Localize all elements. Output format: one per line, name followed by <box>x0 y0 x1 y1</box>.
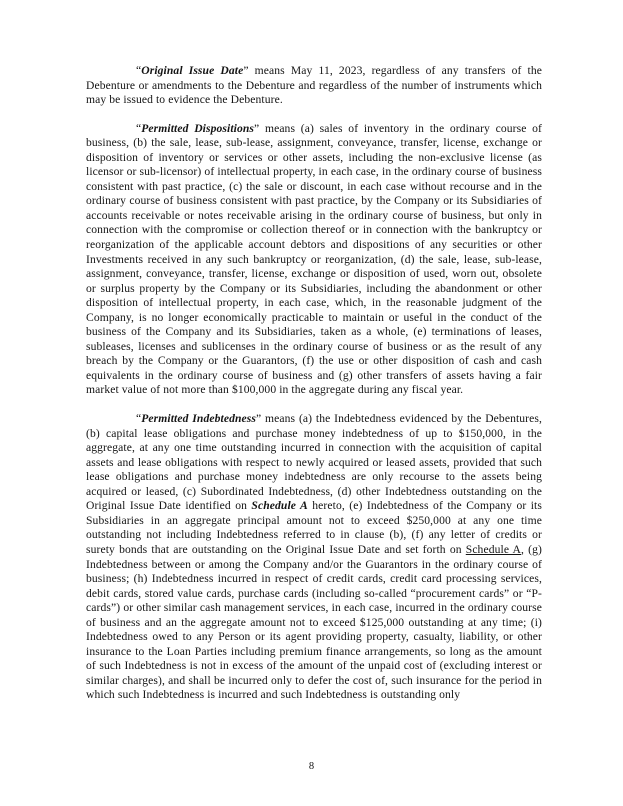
defined-term-permitted-dispositions: Permitted Dispositions <box>141 121 255 135</box>
schedule-a-reference-underlined: Schedule A <box>465 542 522 556</box>
paragraph-text: , (g) Indebtedness between or among the Company and/or the Guarantors in the ordinary course of business; (h) Indebtedness incurred in respect of credit cards, credit card processing services, debit cards, stored value cards, purchase cards (including so-called “procurement cards” or “P-cards”) or other similar cash management services, in each case, incurred in the ordinary course of business and an the aggregate amount not to exceed $125,000 outstanding at any time; (i) Indebtedness owed to any Person or its agent providing property, casualty, liability, or other insurance to the Loan Parties including premium finance arrangements, so long as the amount of such Indebtedness is not in excess of the amount of the unpaid cost of (excluding interest or similar charges), and shall be incurred only to defer the cost of, such insurance for the period in which such Indebtedness is incurred and such Indebtedness is outstanding only <box>86 542 542 702</box>
open-quote: “ <box>136 64 142 77</box>
paragraph-permitted-dispositions <box>86 122 542 398</box>
paragraph-text: ” means (a) the Indebtedness evidenced by the Debentures, (b) capital lease obligations and purchase money indebtedness of up to $150,000, in the aggregate, at any one time outstanding incurred in connection with the acquisition of capital assets and lease obligations with respect to newly acquired or leased assets, provided that such lease obligations and purchase money indebtedness are only recourse to the assets being acquired or leased, (c) Subordinated Indebtedness, (d) other Indebtedness outstanding on the Original Issue Date identified on <box>86 412 542 513</box>
paragraph-text: ” means May 11, 2023, regardless of any transfers of the Debenture or amendments to the Debenture and regardless of the number of instruments which may be issued to evidence the Debenture. <box>86 64 542 107</box>
paragraph-text: ” means (a) sales of inventory in the ordinary course of business, (b) the sale, lease, sub-lease, assignment, conveyance, transfer, license, exchange or disposition of inventory or services or other assets, including the non-exclusive license (as licensor or sub-licensor) of intellectual property, in each case, in the ordinary course of business consistent with past practice, (c) the sale or discount, in each case without recourse and in the ordinary course of business consistent with past practice, by the Company or its Subsidiaries of accounts receivable or notes receivable arising in the ordinary course of business, but only in connection with the compromise or collection thereof or in connection with the bankruptcy or reorganization of the applicable account debtors and dispositions of any securities or other Investments received in any such bankruptcy or reorganization, (d) the sale, lease, sub-lease, assignment, conveyance, transfer, license, exchange or disposition of used, worn out, obsolete or surplus property by the Company or its Subsidiaries, including the abandonment or other disposition of intellectual property, in each case, which, in the reasonable judgment of the Company, is no longer economically practicable to maintain or useful in the conduct of the business of the Company and its Subsidiaries, taken as a whole, (e) terminations of leases, subleases, licenses and sublicenses in the ordinary course of business or as the result of any breach by the Company or the Guarantors, (f) the use or other disposition of cash and cash equivalents in the ordinary course of business and (g) other transfers of assets having a fair market value of not more than $100,000 in the aggregate during any fiscal year. <box>86 121 543 397</box>
defined-term-original-issue-date: Original Issue Date <box>141 64 244 77</box>
open-quote: “ <box>136 412 142 426</box>
paragraph-text: hereto, (e) Indebtedness of the Company or its Subsidiaries in an aggregate principal amount not to exceed $250,000 at any one time outstanding not including Indebtedness referred to in clause (b), (f) any letter of credits or surety bonds that are outstanding on the Original Issue Date and set forth on <box>86 499 542 556</box>
defined-term-permitted-indebtedness: Permitted Indebtedness <box>141 412 256 426</box>
page-number: 8 <box>308 761 315 772</box>
open-quote: “ <box>136 121 142 135</box>
paragraph-permitted-indebtedness <box>86 412 542 703</box>
schedule-a-reference-bold: Schedule A <box>251 499 308 513</box>
document-body <box>86 64 542 717</box>
paragraph-original-issue-date <box>86 64 542 108</box>
